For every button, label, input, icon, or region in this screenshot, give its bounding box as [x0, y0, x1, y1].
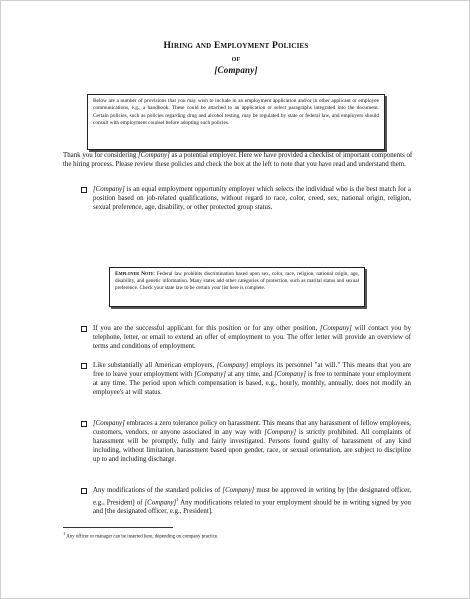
employer-note-box: Employer Note: Federal law prohibits discrimination based upon sex, color, race, religion, national origin, age, disability, and genetic information. Many states add other categories of protection, such as marital status and sexual preference. Check your state law to be certain your list here is complete.	[109, 267, 365, 307]
checklist-item-modifications	[81, 487, 411, 517]
document-title: Hiring and Employment Policies	[163, 41, 309, 51]
intro-paragraph: Thank you for considering [Company] as a potential employer. Here we have provided a checklist of important components of the hiring process. Please review these policies and check the box at the left to note that you have read and understand them.	[63, 152, 413, 169]
checklist-item-eeo	[81, 186, 411, 213]
footnote: $^1$ Any officer or manager can be inserted here, depending on company practice.	[63, 531, 219, 540]
checklist-item-text: Any modifications of the standard policies of [Company] must be approved in writing by [the designated officer, e.g., President] of [Company]$^1$ Any modifications related to your employment should be in writing signed by you and [the designated officer, e.g., President].	[93, 487, 411, 516]
checklist-item-text: [Company] is an equal employment opportunity employer which selects the individual who is the best match for a position based on job-related qualifications, without regard to race, color, creed, sex, national origin, religion, sexual preference, age, disability, or other protected group status.	[93, 186, 411, 211]
footnote-divider	[63, 527, 173, 528]
checklist-item-offer	[81, 325, 411, 352]
checkbox[interactable]	[81, 363, 87, 369]
checkbox[interactable]	[81, 326, 87, 332]
document-title-company: [Company]	[214, 65, 258, 75]
instructions-box: Below are a number of provisions that you may wish to include in an employment application and/or in other applicant or employee communications, e.g., a handbook. These could be attached to an application or select paragraphs integrated into the document. Certain policies, such as policies regarding drug and alcohol testing, may be regulated by state or federal law, and employers should consult with employment counsel before adopting such policies.	[87, 94, 385, 150]
checkbox[interactable]	[81, 488, 87, 494]
checklist-item-text: [Company] embraces a zero tolerance policy on harassment. This means that any harassment of fellow employees, customers, vendors, or anyone associated in any way with [Company] is strictly prohibited. All complaints of harassment will be promptly, fully and fairly investigated. Persons found guilty of harassment of any kind including, without limitation, harassment based upon gender, race, or sexual orientation, are subject to discipline up to and including discharge.	[93, 420, 411, 463]
checklist-item-at-will	[81, 362, 411, 398]
document-title-of: of	[231, 53, 241, 63]
checklist-item-text: Like substantially all American employers, [Company] employs its personnel "at will." This means that you are free to leave your employment with [Company] at any time, and [Company] is free to terminate your employment at any time. The period upon which compensation is based, e.g., hourly, monthly, annually, does not modify an employee's at will status.	[93, 362, 411, 396]
checklist-item-harassment	[81, 420, 411, 465]
checkbox[interactable]	[81, 421, 87, 427]
checklist-item-text: If you are the successful applicant for this position or for any other position, [Company] will contact you by telephone, letter, or email to extend an offer of employment to you. The offer letter will provide an overview of terms and conditions of employment.	[93, 325, 412, 350]
checkbox[interactable]	[81, 187, 87, 193]
